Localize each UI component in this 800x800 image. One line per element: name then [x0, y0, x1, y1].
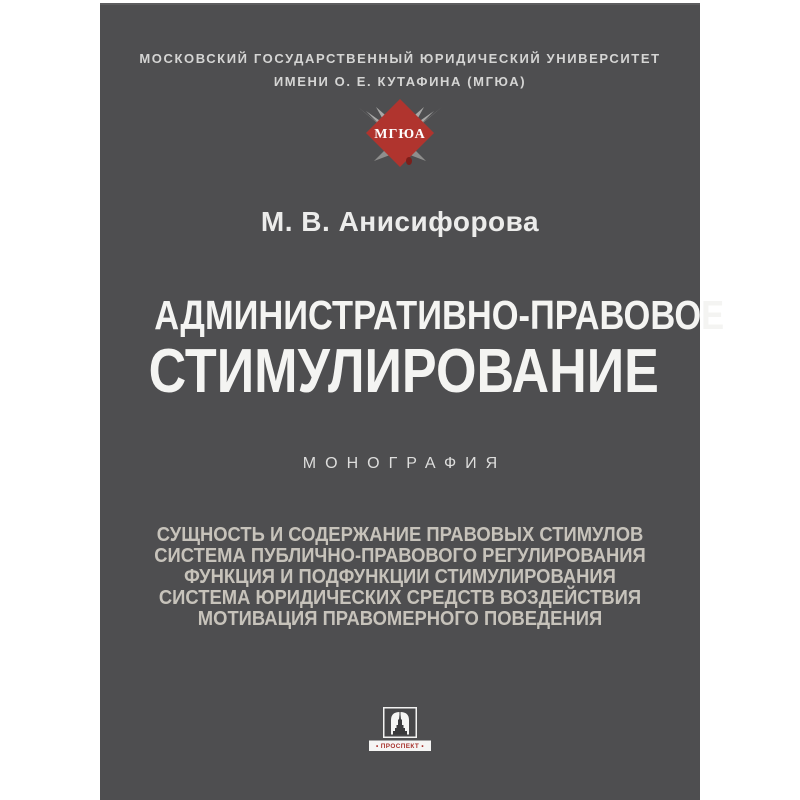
mgua-emblem-icon	[352, 91, 448, 171]
topics-list	[100, 525, 700, 630]
title-line-2: СТИМУЛИРОВАНИЕ	[148, 337, 659, 406]
publisher-label-text: • ПРОСПЕКТ •	[375, 743, 425, 751]
book-cover	[100, 3, 725, 800]
university-name	[100, 47, 700, 93]
publisher-logo	[369, 707, 431, 758]
author-name: М. В. Анисифорова	[260, 206, 540, 237]
book-title	[100, 292, 725, 406]
topic-item: ФУНКЦИЯ И ПОДФУНКЦИИ СТИМУЛИРОВАНИЯ	[184, 566, 616, 588]
university-line-1: МОСКОВСКИЙ ГОСУДАРСТВЕННЫЙ ЮРИДИЧЕСКИЙ УНИВЕРСИТЕТ	[139, 51, 661, 66]
prospekt-logo-icon	[369, 707, 431, 753]
diamond-drip-icon	[406, 157, 412, 165]
topic-item: СИСТЕМА ПУБЛИЧНО-ПРАВОВОГО РЕГУЛИРОВАНИЯ	[154, 545, 646, 567]
topic-item: СИСТЕМА ЮРИДИЧЕСКИХ СРЕДСТВ ВОЗДЕЙСТВИЯ	[158, 587, 642, 609]
emblem-abbr-text: МГЮА	[374, 127, 426, 142]
title-line-1: АДМИНИСТРАТИВНО-ПРАВОВОЕ	[154, 292, 725, 338]
topic-item: МОТИВАЦИЯ ПРАВОМЕРНОГО ПОВЕДЕНИЯ	[197, 608, 603, 630]
topic-item: СУЩНОСТЬ И СОДЕРЖАНИЕ ПРАВОВЫХ СТИМУЛОВ	[156, 524, 644, 546]
university-line-2: ИМЕНИ О. Е. КУТАФИНА (МГЮА)	[273, 74, 527, 89]
mgua-emblem-logo	[352, 91, 448, 176]
subtitle-monograph: МОНОГРАФИЯ	[302, 455, 507, 472]
